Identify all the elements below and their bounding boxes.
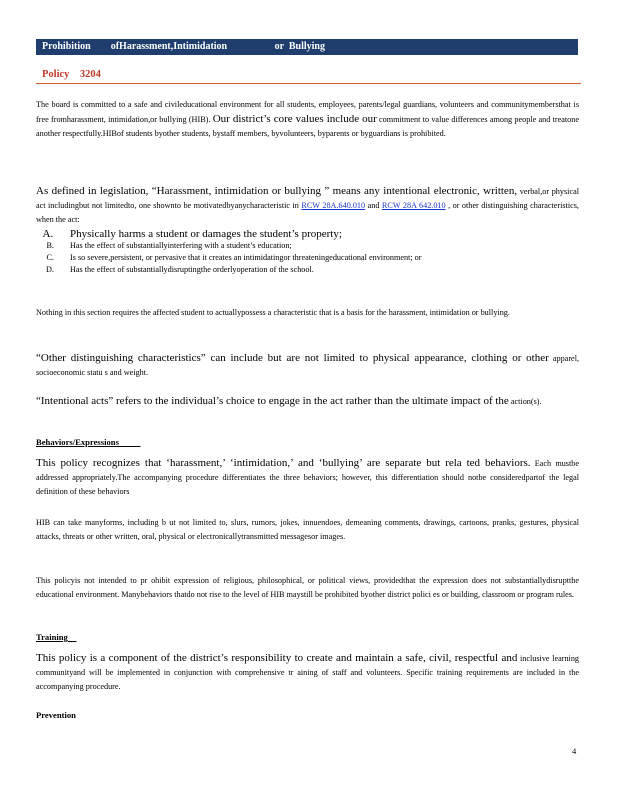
- other-characteristics-paragraph: [36, 351, 579, 380]
- policy-title-bar: Prohibition ofHarassment,Intimidation or Bullying: [36, 39, 578, 55]
- intentional-acts-paragraph: [36, 394, 579, 409]
- definition-text-b: and: [365, 201, 382, 210]
- training-paragraph: [36, 651, 579, 694]
- page-number: 4: [572, 746, 577, 756]
- definition-paragraph: [36, 184, 579, 227]
- core-values-lead: Our district’s core values include our: [212, 113, 377, 125]
- intro-paragraph: [36, 98, 579, 141]
- behaviors-paragraph-1: [36, 456, 579, 499]
- rcw-link-1[interactable]: RCW 28A.640.010: [301, 201, 366, 210]
- definition-list: [36, 228, 579, 276]
- behaviors-paragraph-2: HIB can take manyforms, including b ut not limited to, slurs, rumors, jokes, innuendoes, demeaning comments, drawings, cartoons, pranks, gestures, physical attacks, threats or other written, oral, physical or electronicallytransmitted messagesor images.: [36, 518, 579, 541]
- other-characteristics-lead: “Other distinguishing characteristics” can include but are not limited to physical appearance, clothing or other: [36, 352, 549, 364]
- training-lead: This policy is a component of the district’s responsibility to create and maintain a safe, civil, respectful and: [36, 652, 518, 664]
- list-item: A. Physically harms a student or damages the student’s property;: [56, 228, 579, 240]
- list-item: D. Has the effect of substantiallydisruptingthe orderlyoperation of the school.: [56, 264, 579, 276]
- definition-text-a: verbal,or physical act includingbut not limitedto, one shownto be motivatedbyanycharacteristic in: [36, 187, 579, 210]
- policy-number: Policy 3204: [42, 69, 101, 80]
- definition-lead: As defined in legislation, “Harassment, intimidation or bullying ” means any intentional electronic, written,: [36, 185, 518, 197]
- list-item: C. Is so severe,persistent, or pervasive that it creates an intimidatingor threateningeducational environment; or: [56, 252, 579, 264]
- training-rest: inclusive learning communityand will be implemented in conjunction with comprehensive tr aining of staff and volunteers. Specific training requirements are included in the accompanying procedure.: [36, 654, 580, 691]
- core-values-rest: commitment to value differences among people and treatone another respectfully.HIBof students byother students, bystaff members, byvolunteers, byparents or byguardians is prohibited.: [36, 115, 579, 138]
- training-heading: Training: [36, 632, 77, 642]
- other-characteristics-rest: apparel, socioeconomic statu s and weight.: [36, 354, 580, 377]
- prevention-heading: Prevention: [36, 710, 76, 720]
- rcw-link-2[interactable]: RCW 28A 642.010: [381, 201, 446, 210]
- behaviors-heading: Behaviors/Expressions: [36, 437, 141, 447]
- behaviors-rest: Each mustbe addressed appropriately.The accompanying procedure differentiates the three behaviors; however, this differentiation should notbe consideredpartof the legal definition of these behaviors: [36, 459, 579, 496]
- behaviors-paragraph-3: This policyis not intended to pr ohibit expression of religious, philosophical, or political views, providedthat the expression does not substantiallydisruptthe educational environment. Manybehaviors thatdo not rise to the level of HIB maystill be prohibited byother district polici es or building, classroom or program rules.: [36, 576, 579, 599]
- intro-text: The board is committed to a safe and civileducational environment for all students, employees, parents/legal guardians, volunteers and communitymembersthat is free fromharassment, intimidation,or bullying (HIB).: [36, 100, 579, 124]
- header-rule: [36, 83, 581, 84]
- list-item: B. Has the effect of substantiallyinterfering with a student’s education;: [56, 240, 579, 252]
- nothing-paragraph: Nothing in this section requires the affected student to actuallypossess a characteristic that is a basis for the harassment, intimidation or bullying.: [36, 308, 510, 317]
- behaviors-lead: This policy recognizes that ‘harassment,’ ‘intimidation,’ and ‘bullying’ are separate but rela ted behaviors.: [36, 457, 531, 469]
- intentional-acts-rest: action(s).: [510, 397, 542, 406]
- intentional-acts-lead: “Intentional acts” refers to the individual’s choice to engage in the act rather than the ultimate impact of the: [36, 395, 509, 407]
- definition-text-c: , or other distinguishing characteristics, when the act:: [36, 201, 579, 224]
